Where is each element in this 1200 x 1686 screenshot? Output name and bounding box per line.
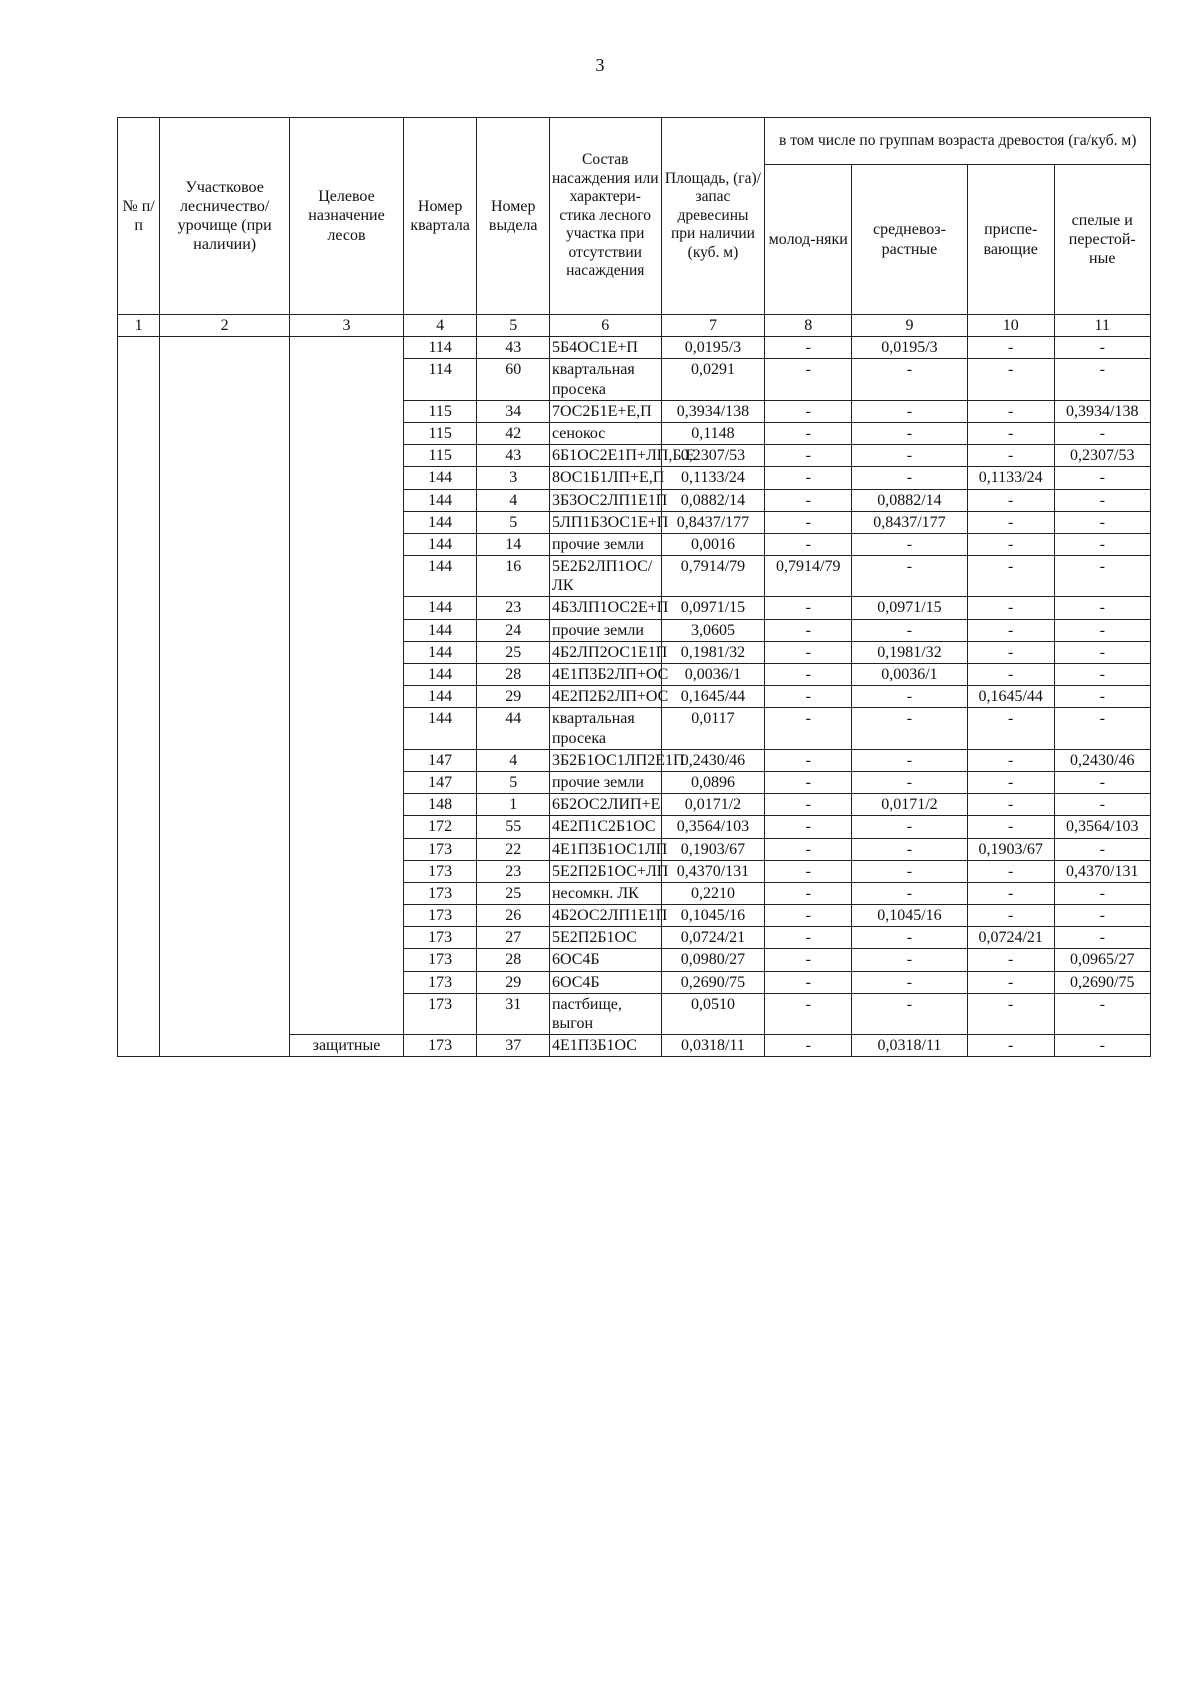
mature-cell: - [1054, 838, 1151, 860]
purpose-cell: защитные [290, 1035, 404, 1057]
maturing-cell: - [967, 422, 1054, 444]
header-composition: Состав насаждения или характери-стика лесного участка при отсутствии насаждения [549, 118, 661, 315]
young-cell: - [765, 664, 852, 686]
purpose-cell [290, 708, 404, 749]
allotment-cell: 26 [477, 905, 550, 927]
page-number: 3 [595, 55, 605, 75]
young-cell: - [765, 816, 852, 838]
middle-aged-cell: - [852, 860, 968, 882]
table-header [118, 118, 1151, 337]
header-young: молод-няки [765, 165, 852, 315]
area-cell: 0,0882/14 [661, 489, 765, 511]
header-allotment: Номер выдела [477, 118, 550, 315]
purpose-cell [290, 489, 404, 511]
quarter-cell: 144 [403, 664, 477, 686]
row-number-cell [118, 337, 160, 1057]
middle-aged-cell: 0,0195/3 [852, 337, 968, 359]
allotment-cell: 24 [477, 619, 550, 641]
area-cell: 0,2210 [661, 882, 765, 904]
young-cell: - [765, 467, 852, 489]
mature-cell: - [1054, 619, 1151, 641]
composition-cell: 4Е1П3Б2ЛП+ОС [549, 664, 661, 686]
young-cell: - [765, 533, 852, 555]
area-cell: 3,0605 [661, 619, 765, 641]
maturing-cell: - [967, 971, 1054, 993]
young-cell: - [765, 993, 852, 1034]
purpose-cell [290, 533, 404, 555]
composition-cell: 5Е2П2Б1ОС+ЛП [549, 860, 661, 882]
allotment-cell: 23 [477, 860, 550, 882]
area-cell: 0,1903/67 [661, 838, 765, 860]
middle-aged-cell: - [852, 971, 968, 993]
purpose-cell [290, 556, 404, 597]
allotment-cell: 4 [477, 749, 550, 771]
maturing-cell: - [967, 708, 1054, 749]
composition-cell: прочие земли [549, 619, 661, 641]
area-cell: 0,1045/16 [661, 905, 765, 927]
quarter-cell: 114 [403, 337, 477, 359]
maturing-cell: - [967, 597, 1054, 619]
middle-aged-cell: 0,0318/11 [852, 1035, 968, 1057]
quarter-cell: 144 [403, 619, 477, 641]
purpose-cell [290, 905, 404, 927]
allotment-cell: 29 [477, 971, 550, 993]
quarter-cell: 144 [403, 489, 477, 511]
column-number: 10 [967, 315, 1054, 337]
maturing-cell: - [967, 619, 1054, 641]
header-quarter: Номер квартала [403, 118, 477, 315]
allotment-cell: 27 [477, 927, 550, 949]
allotment-cell: 31 [477, 993, 550, 1034]
young-cell: - [765, 641, 852, 663]
purpose-cell [290, 882, 404, 904]
table-body [118, 337, 1151, 1057]
maturing-cell: - [967, 816, 1054, 838]
middle-aged-cell: 0,0971/15 [852, 597, 968, 619]
allotment-cell: 5 [477, 771, 550, 793]
composition-cell: 5ЛП1Б3ОС1Е+П [549, 511, 661, 533]
mature-cell: 0,4370/131 [1054, 860, 1151, 882]
mature-cell: 0,3564/103 [1054, 816, 1151, 838]
composition-cell: 4Е1П3Б1ОС [549, 1035, 661, 1057]
composition-cell: 6ОС4Б [549, 971, 661, 993]
header-maturing: приспе-вающие [967, 165, 1054, 315]
young-cell: - [765, 619, 852, 641]
column-number: 1 [118, 315, 160, 337]
maturing-cell: 0,1645/44 [967, 686, 1054, 708]
area-cell: 0,2307/53 [661, 445, 765, 467]
allotment-cell: 22 [477, 838, 550, 860]
maturing-cell: - [967, 664, 1054, 686]
area-cell: 0,0195/3 [661, 337, 765, 359]
mature-cell: 0,2307/53 [1054, 445, 1151, 467]
area-cell: 0,0036/1 [661, 664, 765, 686]
allotment-cell: 28 [477, 664, 550, 686]
area-cell: 0,3934/138 [661, 400, 765, 422]
mature-cell: - [1054, 927, 1151, 949]
composition-cell: 5Б4ОС1Е+П [549, 337, 661, 359]
area-cell: 0,0171/2 [661, 794, 765, 816]
middle-aged-cell: - [852, 400, 968, 422]
mature-cell: 0,2690/75 [1054, 971, 1151, 993]
area-cell: 0,0724/21 [661, 927, 765, 949]
quarter-cell: 115 [403, 445, 477, 467]
composition-cell: 4Е2П1С2Б1ОС [549, 816, 661, 838]
allotment-cell: 25 [477, 882, 550, 904]
young-cell: - [765, 749, 852, 771]
maturing-cell: - [967, 641, 1054, 663]
maturing-cell: - [967, 993, 1054, 1034]
maturing-cell: - [967, 771, 1054, 793]
mature-cell: 0,2430/46 [1054, 749, 1151, 771]
table-row [118, 337, 1151, 359]
allotment-cell: 60 [477, 359, 550, 400]
mature-cell: - [1054, 708, 1151, 749]
middle-aged-cell: 0,0882/14 [852, 489, 968, 511]
header-number: № п/п [118, 118, 160, 315]
maturing-cell: - [967, 533, 1054, 555]
column-number: 5 [477, 315, 550, 337]
area-cell: 0,0980/27 [661, 949, 765, 971]
area-cell: 0,1645/44 [661, 686, 765, 708]
mature-cell: - [1054, 1035, 1151, 1057]
quarter-cell: 144 [403, 597, 477, 619]
quarter-cell: 144 [403, 686, 477, 708]
purpose-cell [290, 838, 404, 860]
forestry-cell [160, 337, 290, 1057]
mature-cell: - [1054, 641, 1151, 663]
purpose-cell [290, 971, 404, 993]
young-cell: - [765, 860, 852, 882]
maturing-cell: - [967, 511, 1054, 533]
purpose-cell [290, 337, 404, 359]
quarter-cell: 115 [403, 422, 477, 444]
allotment-cell: 14 [477, 533, 550, 555]
mature-cell: - [1054, 422, 1151, 444]
middle-aged-cell: - [852, 838, 968, 860]
composition-cell: 6Б2ОС2ЛИП+Е [549, 794, 661, 816]
allotment-cell: 34 [477, 400, 550, 422]
purpose-cell [290, 686, 404, 708]
mature-cell: - [1054, 664, 1151, 686]
composition-cell: сенокос [549, 422, 661, 444]
middle-aged-cell: 0,0171/2 [852, 794, 968, 816]
purpose-cell [290, 422, 404, 444]
purpose-cell [290, 467, 404, 489]
area-cell: 0,2690/75 [661, 971, 765, 993]
mature-cell: - [1054, 882, 1151, 904]
allotment-cell: 25 [477, 641, 550, 663]
young-cell: - [765, 511, 852, 533]
middle-aged-cell: - [852, 882, 968, 904]
composition-cell: квартальная просека [549, 359, 661, 400]
quarter-cell: 144 [403, 556, 477, 597]
quarter-cell: 144 [403, 467, 477, 489]
maturing-cell: - [967, 749, 1054, 771]
quarter-cell: 144 [403, 511, 477, 533]
purpose-cell [290, 771, 404, 793]
middle-aged-cell: 0,0036/1 [852, 664, 968, 686]
composition-cell: 4Б3ЛП1ОС2Е+П [549, 597, 661, 619]
maturing-cell: - [967, 1035, 1054, 1057]
area-cell: 0,0318/11 [661, 1035, 765, 1057]
maturing-cell: - [967, 882, 1054, 904]
middle-aged-cell: - [852, 422, 968, 444]
young-cell: - [765, 597, 852, 619]
composition-cell: 6Б1ОС2Е1П+ЛП,Б.Е [549, 445, 661, 467]
young-cell: - [765, 445, 852, 467]
composition-cell: 7ОС2Б1Е+Е,П [549, 400, 661, 422]
purpose-cell [290, 860, 404, 882]
column-number: 6 [549, 315, 661, 337]
composition-cell: 4Б2ОС2ЛП1Е1П [549, 905, 661, 927]
quarter-cell: 173 [403, 838, 477, 860]
quarter-cell: 173 [403, 971, 477, 993]
quarter-cell: 115 [403, 400, 477, 422]
middle-aged-cell: 0,8437/177 [852, 511, 968, 533]
purpose-cell [290, 619, 404, 641]
area-cell: 0,7914/79 [661, 556, 765, 597]
header-purpose: Целевое назначение лесов [290, 118, 404, 315]
allotment-cell: 55 [477, 816, 550, 838]
middle-aged-cell: - [852, 927, 968, 949]
mature-cell: - [1054, 597, 1151, 619]
young-cell: - [765, 489, 852, 511]
middle-aged-cell: - [852, 619, 968, 641]
mature-cell: - [1054, 359, 1151, 400]
header-age-groups: в том числе по группам возраста древостоя (га/куб. м) [765, 118, 1151, 165]
maturing-cell: - [967, 860, 1054, 882]
maturing-cell: - [967, 445, 1054, 467]
quarter-cell: 144 [403, 708, 477, 749]
area-cell: 0,0291 [661, 359, 765, 400]
area-cell: 0,1981/32 [661, 641, 765, 663]
quarter-cell: 147 [403, 771, 477, 793]
maturing-cell: 0,0724/21 [967, 927, 1054, 949]
column-number: 7 [661, 315, 765, 337]
column-numbers-row [118, 315, 1151, 337]
young-cell: - [765, 882, 852, 904]
mature-cell: - [1054, 467, 1151, 489]
quarter-cell: 147 [403, 749, 477, 771]
allotment-cell: 37 [477, 1035, 550, 1057]
mature-cell: - [1054, 771, 1151, 793]
young-cell: - [765, 949, 852, 971]
purpose-cell [290, 641, 404, 663]
quarter-cell: 173 [403, 860, 477, 882]
quarter-cell: 144 [403, 641, 477, 663]
middle-aged-cell: 0,1045/16 [852, 905, 968, 927]
young-cell: - [765, 1035, 852, 1057]
young-cell: - [765, 838, 852, 860]
purpose-cell [290, 664, 404, 686]
middle-aged-cell: - [852, 749, 968, 771]
area-cell: 0,0510 [661, 993, 765, 1034]
purpose-cell [290, 359, 404, 400]
allotment-cell: 28 [477, 949, 550, 971]
young-cell: - [765, 927, 852, 949]
purpose-cell [290, 993, 404, 1034]
young-cell: 0,7914/79 [765, 556, 852, 597]
allotment-cell: 3 [477, 467, 550, 489]
composition-cell: 6ОС4Б [549, 949, 661, 971]
column-number: 9 [852, 315, 968, 337]
quarter-cell: 173 [403, 993, 477, 1034]
middle-aged-cell: - [852, 686, 968, 708]
young-cell: - [765, 359, 852, 400]
composition-cell: 8ОС1Б1ЛП+Е,П [549, 467, 661, 489]
area-cell: 0,0896 [661, 771, 765, 793]
area-cell: 0,0971/15 [661, 597, 765, 619]
quarter-cell: 173 [403, 949, 477, 971]
column-number: 4 [403, 315, 477, 337]
mature-cell: - [1054, 993, 1151, 1034]
young-cell: - [765, 400, 852, 422]
area-cell: 0,4370/131 [661, 860, 765, 882]
maturing-cell: - [967, 337, 1054, 359]
maturing-cell: - [967, 359, 1054, 400]
purpose-cell [290, 949, 404, 971]
middle-aged-cell: - [852, 771, 968, 793]
area-cell: 0,0016 [661, 533, 765, 555]
middle-aged-cell: - [852, 533, 968, 555]
young-cell: - [765, 708, 852, 749]
composition-cell: 3Б3ОС2ЛП1Е1П [549, 489, 661, 511]
header-area: Площадь, (га)/запас древесины при наличии (куб. м) [661, 118, 765, 315]
area-cell: 0,8437/177 [661, 511, 765, 533]
middle-aged-cell: - [852, 708, 968, 749]
quarter-cell: 173 [403, 882, 477, 904]
header-middle-aged: средневоз-растные [852, 165, 968, 315]
maturing-cell: - [967, 794, 1054, 816]
allotment-cell: 16 [477, 556, 550, 597]
area-cell: 0,3564/103 [661, 816, 765, 838]
purpose-cell [290, 511, 404, 533]
composition-cell: 5Е2Б2ЛП1ОС/ЛК [549, 556, 661, 597]
header-forestry: Участковое лесничество/ урочище (при наличии) [160, 118, 290, 315]
allotment-cell: 43 [477, 445, 550, 467]
middle-aged-cell: - [852, 359, 968, 400]
allotment-cell: 5 [477, 511, 550, 533]
maturing-cell: - [967, 489, 1054, 511]
young-cell: - [765, 686, 852, 708]
purpose-cell [290, 927, 404, 949]
area-cell: 0,0117 [661, 708, 765, 749]
quarter-cell: 173 [403, 1035, 477, 1057]
composition-cell: 5Е2П2Б1ОС [549, 927, 661, 949]
column-number: 11 [1054, 315, 1151, 337]
middle-aged-cell: - [852, 949, 968, 971]
composition-cell: 3Б2Б1ОС1ЛП2Е1П [549, 749, 661, 771]
purpose-cell [290, 400, 404, 422]
middle-aged-cell: - [852, 816, 968, 838]
quarter-cell: 173 [403, 927, 477, 949]
quarter-cell: 173 [403, 905, 477, 927]
quarter-cell: 172 [403, 816, 477, 838]
allotment-cell: 29 [477, 686, 550, 708]
allotment-cell: 42 [477, 422, 550, 444]
young-cell: - [765, 905, 852, 927]
composition-cell: 4Е1П3Б1ОС1ЛП [549, 838, 661, 860]
area-cell: 0,1148 [661, 422, 765, 444]
allotment-cell: 1 [477, 794, 550, 816]
young-cell: - [765, 971, 852, 993]
purpose-cell [290, 597, 404, 619]
mature-cell: 0,0965/27 [1054, 949, 1151, 971]
column-number: 8 [765, 315, 852, 337]
purpose-cell [290, 794, 404, 816]
maturing-cell: 0,1133/24 [967, 467, 1054, 489]
forest-plots-table [117, 117, 1151, 1057]
mature-cell: - [1054, 686, 1151, 708]
allotment-cell: 4 [477, 489, 550, 511]
purpose-cell [290, 749, 404, 771]
mature-cell: - [1054, 511, 1151, 533]
middle-aged-cell: - [852, 445, 968, 467]
mature-cell: 0,3934/138 [1054, 400, 1151, 422]
maturing-cell: 0,1903/67 [967, 838, 1054, 860]
allotment-cell: 23 [477, 597, 550, 619]
area-cell: 0,1133/24 [661, 467, 765, 489]
composition-cell: прочие земли [549, 771, 661, 793]
mature-cell: - [1054, 794, 1151, 816]
composition-cell: 4Е2П2Б2ЛП+ОС [549, 686, 661, 708]
middle-aged-cell: - [852, 556, 968, 597]
quarter-cell: 114 [403, 359, 477, 400]
composition-cell: пастбище, выгон [549, 993, 661, 1034]
mature-cell: - [1054, 905, 1151, 927]
maturing-cell: - [967, 905, 1054, 927]
composition-cell: несомкн. ЛК [549, 882, 661, 904]
middle-aged-cell: - [852, 993, 968, 1034]
maturing-cell: - [967, 949, 1054, 971]
composition-cell: 4Б2ЛП2ОС1Е1П [549, 641, 661, 663]
maturing-cell: - [967, 556, 1054, 597]
area-cell: 0,2430/46 [661, 749, 765, 771]
young-cell: - [765, 794, 852, 816]
composition-cell: квартальная просека [549, 708, 661, 749]
quarter-cell: 144 [403, 533, 477, 555]
purpose-cell [290, 816, 404, 838]
maturing-cell: - [967, 400, 1054, 422]
column-number: 3 [290, 315, 404, 337]
mature-cell: - [1054, 489, 1151, 511]
middle-aged-cell: - [852, 467, 968, 489]
purpose-cell [290, 445, 404, 467]
header-mature: спелые и перестой-ные [1054, 165, 1151, 315]
young-cell: - [765, 422, 852, 444]
allotment-cell: 43 [477, 337, 550, 359]
mature-cell: - [1054, 337, 1151, 359]
young-cell: - [765, 337, 852, 359]
young-cell: - [765, 771, 852, 793]
mature-cell: - [1054, 533, 1151, 555]
middle-aged-cell: 0,1981/32 [852, 641, 968, 663]
column-number: 2 [160, 315, 290, 337]
quarter-cell: 148 [403, 794, 477, 816]
mature-cell: - [1054, 556, 1151, 597]
allotment-cell: 44 [477, 708, 550, 749]
composition-cell: прочие земли [549, 533, 661, 555]
